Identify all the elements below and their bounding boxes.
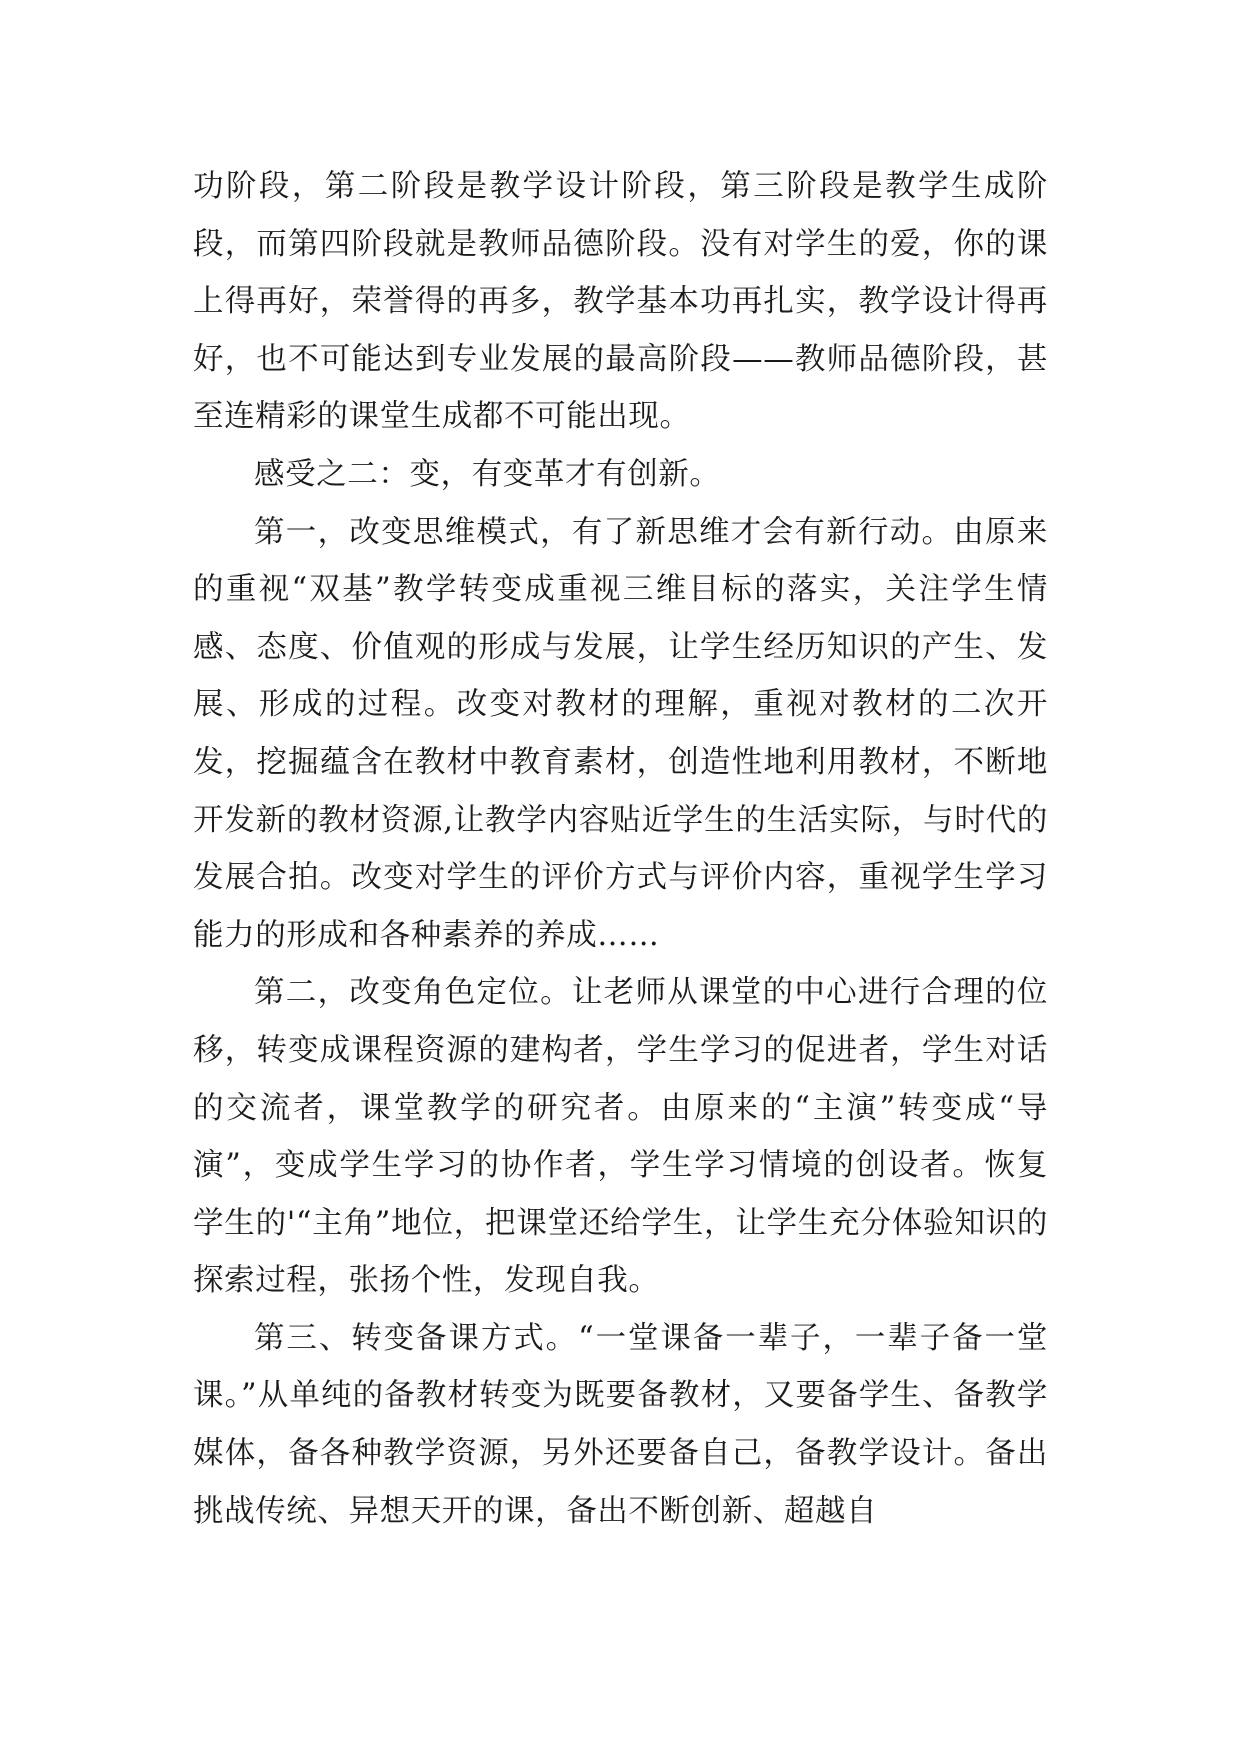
paragraph-continuation: 功阶段，第二阶段是教学设计阶段，第三阶段是教学生成阶段，而第四阶段就是教师品德阶段。没有对学生的爱，你的课上得再好，荣誉得的再多，教学基本功再扎实，教学设计得再好，也不可能达到专业发展的最高阶段——教师品德阶段，甚至连精彩的课堂生成都不可能出现。 [193, 169, 1048, 435]
paragraph-heading-feeling-two: 感受之二：变，有变革才有创新。 [254, 456, 721, 492]
document-body [193, 158, 1048, 1540]
paragraph-second-change: 第二，改变角色定位。让老师从课堂的中心进行合理的位移，转变成课程资源的建构者，学生学习的促进者，学生对话的交流者，课堂教学的研究者。由原来的“主演”转变成“导演”，变成学生学习的协作者，学生学习情境的创设者。恢复学生的'“主角”地位，把课堂还给学生，让学生充分体验知识的探索过程，张扬个性，发现自我。 [193, 975, 1048, 1299]
paragraph-first-change: 第一，改变思维模式，有了新思维才会有新行动。由原来的重视“双基”教学转变成重视三维目标的落实，关注学生情感、态度、价值观的形成与发展，让学生经历知识的产生、发展、形成的过程。改变对教材的理解，重视对教材的二次开发，挖掘蕴含在教材中教育素材，创造性地利用教材，不断地开发新的教材资源,让教学内容贴近学生的生活实际，与时代的发展合拍。改变对学生的评价方式与评价内容，重视学生学习能力的形成和各种素养的养成…… [193, 514, 1048, 953]
paragraph-third-change: 第三、转变备课方式。“一堂课备一辈子，一辈子备一堂课。”从单纯的备教材转变为既要备教材，又要备学生、备教学媒体，备各种教学资源，另外还要备自己，备教学设计。备出挑战传统、异想天开的课，备出不断创新、超越自 [193, 1320, 1048, 1529]
